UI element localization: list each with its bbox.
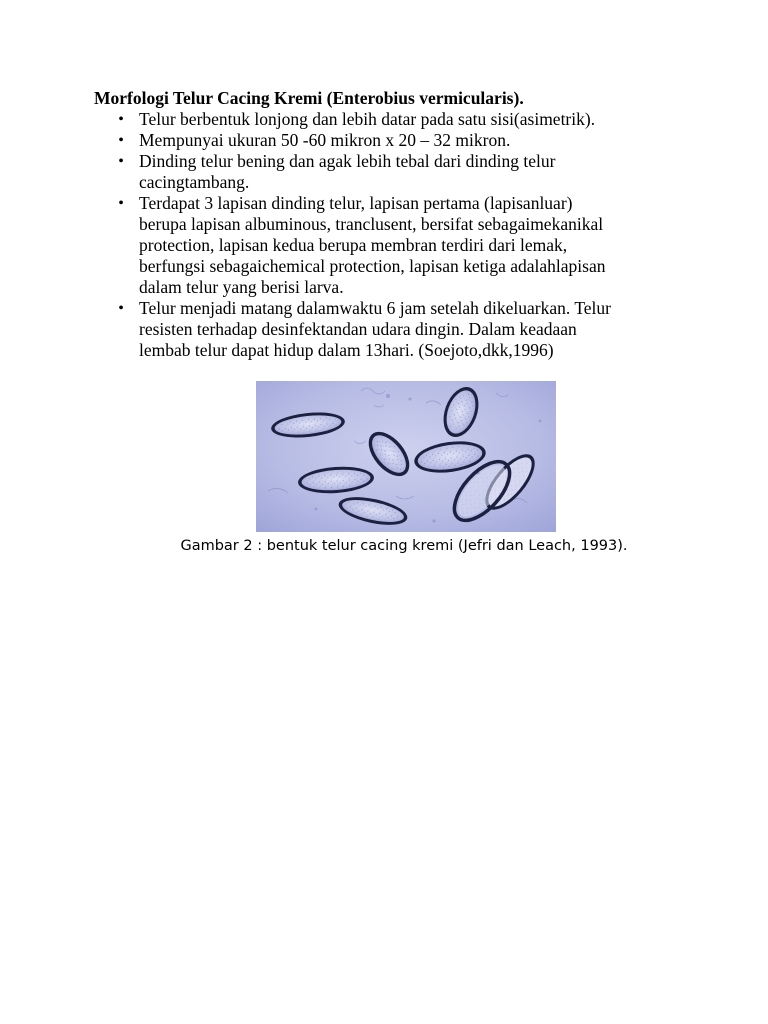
bullet-icon: •	[118, 153, 124, 170]
bullet-text-line: resisten terhadap desinfektandan udara dingin. Dalam keadaan	[139, 319, 577, 339]
list-item	[116, 193, 676, 298]
bullet-text-line: Mempunyai ukuran 50 -60 mikron x 20 – 32 mikron.	[139, 130, 511, 150]
pinworm-eggs-photo	[256, 381, 556, 532]
list-item	[116, 109, 676, 130]
list-item	[116, 130, 676, 151]
bullet-icon: •	[118, 300, 124, 317]
bullet-icon: •	[118, 132, 124, 149]
bullet-text-line: cacingtambang.	[139, 172, 250, 192]
bullet-text-line: Telur berbentuk lonjong dan lebih datar pada satu sisi(asimetrik).	[139, 109, 596, 129]
bullet-text-line: berfungsi sebagaichemical protection, lapisan ketiga adalahlapisan	[139, 256, 606, 276]
microscope-photo-icon	[256, 381, 556, 532]
bullet-icon: •	[118, 195, 124, 212]
bullet-list	[116, 109, 676, 361]
bullet-text-line: lembab telur dapat hidup dalam 13hari. (Soejoto,dkk,1996)	[139, 340, 554, 360]
document-title: Morfologi Telur Cacing Kremi (Enterobius vermicularis).	[94, 88, 524, 108]
bullet-icon: •	[118, 111, 124, 128]
figure-caption: Gambar 2 : bentuk telur cacing kremi (Jefri dan Leach, 1993).	[180, 538, 628, 554]
bullet-text-line: protection, lapisan kedua berupa membran terdiri dari lemak,	[139, 235, 568, 255]
bullet-text-line: Terdapat 3 lapisan dinding telur, lapisan pertama (lapisanluar)	[139, 193, 573, 213]
bullet-text-line: berupa lapisan albuminous, tranclusent, bersifat sebagaimekanikal	[139, 214, 604, 234]
bullet-text-line: dalam telur yang berisi larva.	[139, 277, 344, 297]
bullet-text-line: Telur menjadi matang dalamwaktu 6 jam setelah dikeluarkan. Telur	[139, 298, 611, 318]
list-item	[116, 151, 676, 193]
list-item	[116, 298, 676, 361]
bullet-text-line: Dinding telur bening dan agak lebih tebal dari dinding telur	[139, 151, 556, 171]
